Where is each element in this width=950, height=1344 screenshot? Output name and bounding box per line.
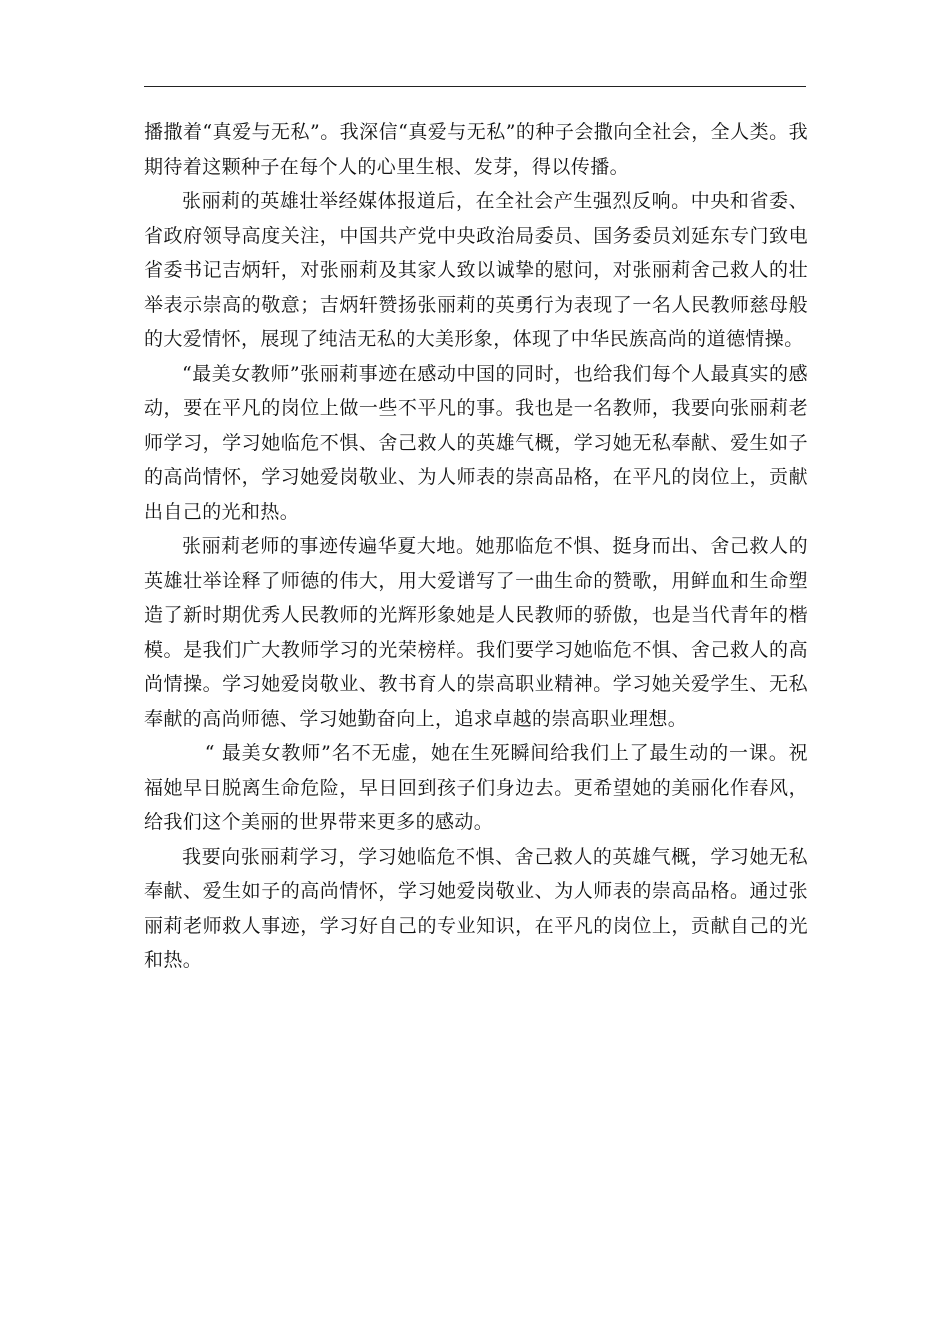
paragraph-conclusion: 我要向张丽莉学习，学习她临危不惧、舍己救人的英雄气概，学习她无私奉献、爱生如子的高尚情怀，学习她爱岗敬业、为人师表的崇高品格。通过张丽莉老师救人事迹，学习好自己的专业知识，在平凡的岗位上，贡献自己的光和热。: [144, 845, 808, 971]
document-body: [144, 115, 808, 978]
paragraph-blessing: “ 最美女教师”名不无虚，她在生死瞬间给我们上了最生动的一课。祝福她早日脱离生命危险，早日回到孩子们身边去。更希望她的美丽化作春风，给我们这个美丽的世界带来更多的感动。: [144, 742, 808, 833]
paragraph-most-beautiful-teacher: “最美女教师”张丽莉事迹在感动中国的同时，也给我们每个人最真实的感动，要在平凡的岗位上做一些不平凡的事。我也是一名教师，我要向张丽莉老师学习，学习她临危不惧、舍己救人的英雄气概，学习她无私奉献、爱生如子的高尚情怀，学习她爱岗敬业、为人师表的崇高品格，在平凡的岗位上，贡献出自己的光和热。: [144, 362, 808, 523]
paragraph-public-response: 张丽莉的英雄壮举经媒体报道后，在全社会产生强烈反响。中央和省委、省政府领导高度关注，中国共产党中央政治局委员、国务委员刘延东专门致电省委书记吉炳轩，对张丽莉及其家人致以诚挚的慰问，对张丽莉舍己救人的壮举表示崇高的敬意；吉炳轩赞扬张丽莉的英勇行为表现了一名人民教师慈母般的大爱情怀，展现了纯洁无私的大美形象，体现了中华民族高尚的道德情操。: [144, 190, 808, 350]
paragraph-continuation: 播撒着“真爱与无私”。我深信“真爱与无私”的种子会撒向全社会，全人类。我期待着这颗种子在每个人的心里生根、发芽，得以传播。: [144, 121, 808, 178]
header-rule: [144, 86, 806, 87]
paragraph-teacher-deeds: 张丽莉老师的事迹传遍华夏大地。她那临危不惧、挺身而出、舍己救人的英雄壮举诠释了师德的伟大，用大爱谱写了一曲生命的赞歌，用鲜血和生命塑造了新时期优秀人民教师的光辉形象她是人民教师的骄傲，也是当代青年的楷模。是我们广大教师学习的光荣榜样。我们要学习她临危不惧、舍己救人的高尚情操。学习她爱岗敬业、教书育人的崇高职业精神。学习她关爱学生、无私奉献的高尚师德、学习她勤奋向上，追求卓越的崇高职业理想。: [144, 535, 808, 730]
